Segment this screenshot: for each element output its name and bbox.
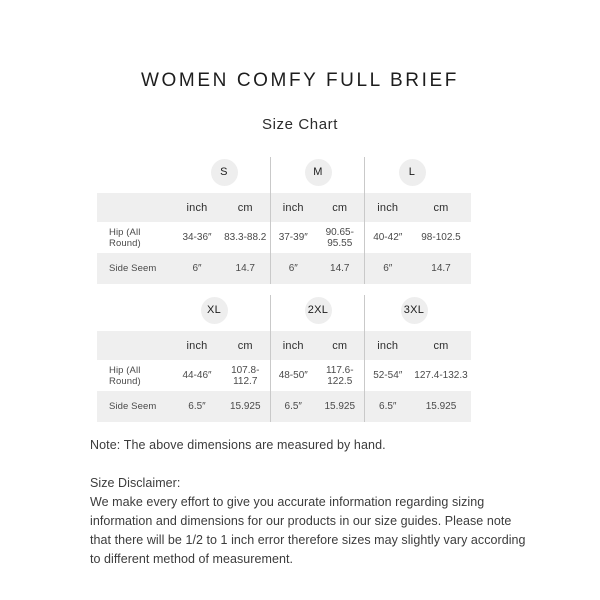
unit-header-cm: cm <box>411 331 471 360</box>
size-badge-row-1 <box>97 155 471 193</box>
row-label: Hip (All Round) <box>97 222 173 253</box>
cell-inch: 6.5″ <box>364 391 411 422</box>
cell-cm: 15.925 <box>316 391 364 422</box>
page-subtitle: Size Chart <box>261 116 339 133</box>
table-row <box>97 253 471 284</box>
size-disclaimer-title: Size Disclaimer: <box>90 476 181 490</box>
unit-header-inch: inch <box>173 331 221 360</box>
unit-header-cm: cm <box>221 193 270 222</box>
size-badge-xl: XL <box>201 297 228 324</box>
size-disclaimer-body: We make every effort to give you accurate information regarding sizing information and dimensions for our products in our size guides. Please note that there will be 1/2 to 1 inch error therefore sizes may slightly vary according to different method of measurement. <box>90 495 526 566</box>
cell-inch: 6″ <box>270 253 316 284</box>
cell-inch: 37-39″ <box>270 222 316 253</box>
unit-header-cm: cm <box>221 331 270 360</box>
row-label: Side Seem <box>97 253 173 284</box>
cell-inch: 48-50″ <box>270 360 316 391</box>
cell-cm: 15.925 <box>411 391 471 422</box>
unit-header-cm: cm <box>316 193 364 222</box>
column-divider <box>270 295 271 331</box>
cell-cm: 90.65-95.55 <box>316 222 364 253</box>
cell-cm: 98-102.5 <box>411 222 471 253</box>
cell-inch: 52-54″ <box>364 360 411 391</box>
size-badge-s: S <box>211 159 238 186</box>
unit-header-inch: inch <box>364 331 411 360</box>
table-row <box>97 222 471 253</box>
unit-header-inch: inch <box>173 193 221 222</box>
table-header-row <box>97 331 471 360</box>
size-table-2 <box>97 331 471 422</box>
size-badge-2xl: 2XL <box>305 297 332 324</box>
measurement-note: Note: The above dimensions are measured by hand. <box>90 438 386 452</box>
table-header-row <box>97 193 471 222</box>
cell-inch: 6.5″ <box>270 391 316 422</box>
size-badge-row-2 <box>97 293 471 331</box>
unit-header-cm: cm <box>411 193 471 222</box>
size-badge-3xl: 3XL <box>401 297 428 324</box>
size-table-group-1 <box>97 155 471 284</box>
size-badge-l: L <box>399 159 426 186</box>
size-table-group-2 <box>97 293 471 422</box>
size-table-1 <box>97 193 471 284</box>
cell-cm: 107.8-112.7 <box>221 360 270 391</box>
cell-inch: 34-36″ <box>173 222 221 253</box>
cell-cm: 83.3-88.2 <box>221 222 270 253</box>
row-label: Hip (All Round) <box>97 360 173 391</box>
cell-cm: 14.7 <box>411 253 471 284</box>
cell-inch: 44-46″ <box>173 360 221 391</box>
table-row <box>97 360 471 391</box>
cell-cm: 127.4-132.3 <box>411 360 471 391</box>
unit-header-inch: inch <box>364 193 411 222</box>
unit-header-cm: cm <box>316 331 364 360</box>
corner-cell <box>97 331 173 360</box>
unit-header-inch: inch <box>270 193 316 222</box>
page-title: WOMEN COMFY FULL BRIEF <box>141 70 459 91</box>
cell-cm: 15.925 <box>221 391 270 422</box>
cell-inch: 6.5″ <box>173 391 221 422</box>
cell-inch: 6″ <box>364 253 411 284</box>
size-disclaimer <box>90 474 532 569</box>
column-divider <box>270 157 271 193</box>
cell-inch: 6″ <box>173 253 221 284</box>
size-badge-m: M <box>305 159 332 186</box>
row-label: Side Seem <box>97 391 173 422</box>
corner-cell <box>97 193 173 222</box>
table-row <box>97 391 471 422</box>
cell-inch: 40-42″ <box>364 222 411 253</box>
cell-cm: 14.7 <box>221 253 270 284</box>
unit-header-inch: inch <box>270 331 316 360</box>
cell-cm: 117.6-122.5 <box>316 360 364 391</box>
column-divider <box>364 157 365 193</box>
cell-cm: 14.7 <box>316 253 364 284</box>
column-divider <box>364 295 365 331</box>
